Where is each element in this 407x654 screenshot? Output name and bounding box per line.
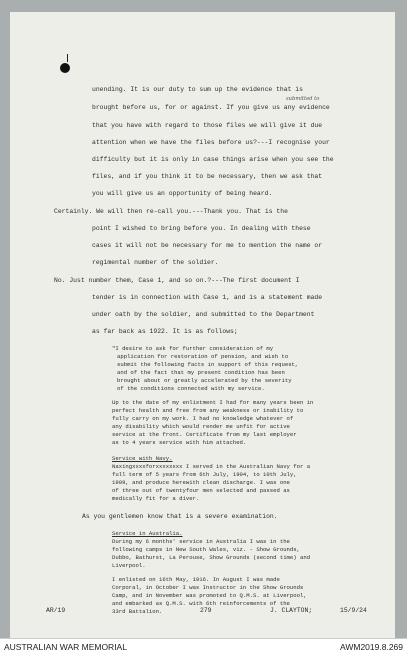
quoted-text-line: submit the following facts in support of this request,: [117, 361, 299, 368]
text-line: tender is in connection with Case 1, and is a statement made: [92, 294, 323, 301]
quoted-text-line: During my 6 months' service in Australia I was in the: [112, 538, 290, 545]
text-line: that you have with regard to those files we will give it due: [92, 122, 323, 129]
quoted-text-line: Camp, and in November was promoted to Q.M.S. at Liverpool,: [112, 592, 307, 599]
text-line: difficulty but it is only in case things arise when you see the: [92, 156, 334, 163]
quoted-text-line: application for restoration of pension, and wish to: [117, 353, 289, 360]
quoted-text-line: 1909, and produce herewith clean discharge. I was one: [112, 479, 290, 486]
margin-mark: [67, 54, 68, 62]
text-line: brought before us, for or against. If you give us any evidence: [92, 104, 330, 111]
catalogue-id: AWM2019.8.269: [340, 642, 403, 652]
text-line: cases it will not be necessary for me to mention the name or: [92, 242, 323, 249]
text-line: attention when we have the files before us?---I recognise your: [92, 139, 330, 146]
text-line: No. Just number them, Case 1, and so on.?---The first document I: [54, 277, 300, 284]
quoted-text-line: "I desire to ask for further consideration of my: [112, 345, 274, 352]
quoted-text-line: Naxingxxxxforxxxxxxxx I served in the Australian Navy for a: [112, 463, 311, 470]
text-line: As you gentlemen know that is a severe examination.: [82, 513, 278, 520]
quoted-text-line: Dubbo, Bathurst, La Perouse, Show Grounds (second time) and: [112, 554, 311, 561]
archive-caption-bar: [0, 638, 407, 654]
quoted-text-line: Liverpool.: [112, 562, 146, 569]
text-line: regimental number of the soldier.: [92, 259, 219, 266]
text-line: Certainly. We will then re-call you.---Thank you. That is the: [54, 208, 288, 215]
text-line: you will give us an opportunity of being heard.: [92, 190, 273, 197]
text-line: files, and if you think it to be necessary, then we ask that: [92, 173, 323, 180]
quoted-text-line: 33rd Battalion.: [112, 608, 163, 615]
section-heading: Service with Navy.: [112, 455, 173, 462]
quoted-text-line: brought about or greatly accelerated by the severity: [117, 377, 292, 384]
quoted-text-line: as to 4 years service with him attached.: [112, 439, 247, 446]
quoted-text-line: of the conditions connected with my service.: [117, 385, 265, 392]
document-date: 15/9/24: [340, 607, 367, 614]
quoted-text-line: service at the front. Certificate from my last employer: [112, 431, 297, 438]
quoted-text-line: Corporal, in October I was Instructor in the Show Grounds: [112, 584, 304, 591]
text-line: as far back as 1922. It is as follows;: [92, 328, 238, 335]
text-line: unending. It is our duty to sum up the evidence that is: [92, 86, 303, 93]
quoted-text-line: and of the fact that my present condition has been: [117, 369, 285, 376]
handwritten-annotation: submitted to: [286, 96, 320, 102]
quoted-text-line: any disability which would render me unfit for active: [112, 423, 290, 430]
quoted-text-line: medically fit for a diver.: [112, 495, 200, 502]
quoted-text-line: full term of 5 years from 6th July, 1904, to 10th July,: [112, 471, 297, 478]
quoted-text-line: I enlisted on 16th May, 1916. In August I was made: [112, 576, 280, 583]
quoted-text-line: perfect health and free from any weakness or inability to: [112, 407, 304, 414]
quoted-text-line: following camps in New South Wales, viz. - Show Grounds,: [112, 546, 300, 553]
punch-hole: [60, 63, 70, 73]
institution-name: AUSTRALIAN WAR MEMORIAL: [4, 642, 127, 652]
quoted-text-line: of three out of twentyfour men selected and passed as: [112, 487, 290, 494]
page-reference: AR/19: [46, 607, 66, 614]
quoted-text-line: and embarked as Q.M.S. with 6th reinforcements of the: [112, 600, 290, 607]
text-line: point I wished to bring before you. In dealing with these: [92, 225, 311, 232]
section-heading: Service in Australia.: [112, 530, 183, 537]
witness-name: J. CLAYTON;: [270, 607, 313, 614]
text-line: under oath by the soldier, and submitted to the Department: [92, 311, 315, 318]
quoted-text-line: Up to the date of my enlistment I had for many years been in: [112, 399, 314, 406]
page-number: 279: [200, 607, 212, 614]
quoted-text-line: fully carry on my work. I had no knowledge whatever of: [112, 415, 294, 422]
